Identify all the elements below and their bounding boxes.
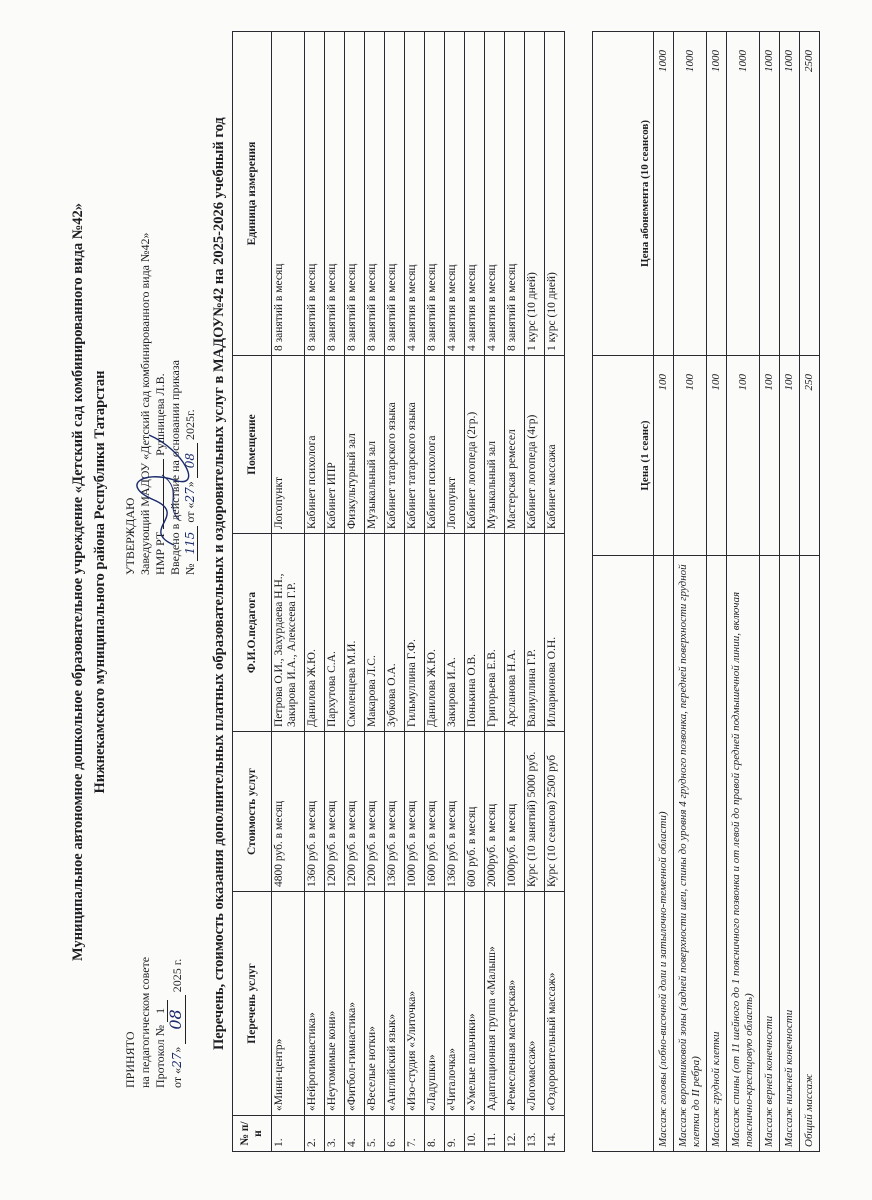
row-unit: 8 занятий в месяц bbox=[272, 32, 305, 356]
massage-subscription-price: 1000 bbox=[654, 32, 674, 356]
massage-single-price: 100 bbox=[654, 356, 674, 556]
massage-subscription-price: 2500 bbox=[800, 32, 820, 356]
row-cost: 1200 руб. в месяц bbox=[345, 732, 365, 892]
approved-title: УТВЕРЖДАЮ bbox=[123, 497, 137, 575]
row-unit: 8 занятий в месяц bbox=[305, 32, 325, 356]
row-cost: 1000 руб. в месяц bbox=[405, 732, 425, 892]
massage-name: Массаж грудной клетки bbox=[707, 556, 727, 1152]
date-prefix: от « bbox=[170, 1067, 184, 1088]
massage-name: Массаж спины (от 11 шейного до 1 поясничного позвонка и от левой до правой средней подмышечной линии, включая пояснично-крестцовую область) bbox=[727, 556, 760, 1152]
row-service: «Нейрогимнастика» bbox=[305, 892, 325, 1116]
massage-subscription-price: 1000 bbox=[674, 32, 707, 356]
row-teacher: Валиуллина Г.Р. bbox=[525, 534, 545, 732]
massage-subscription-price: 1000 bbox=[727, 32, 760, 356]
row-cost: 1360 руб. в месяц bbox=[305, 732, 325, 892]
massage-name: Массаж нижней конечности bbox=[780, 556, 800, 1152]
row-number: 7. bbox=[405, 1116, 425, 1152]
table-row bbox=[365, 32, 385, 1152]
row-cost: 1200 руб. в месяц bbox=[325, 732, 345, 892]
table-row bbox=[425, 32, 445, 1152]
row-teacher: Смоленцева М.И. bbox=[345, 534, 365, 732]
date-mid: » bbox=[170, 1046, 184, 1053]
row-unit: 8 занятий в месяц bbox=[345, 32, 365, 356]
table-row bbox=[405, 32, 425, 1152]
table-row bbox=[305, 32, 325, 1152]
date-suffix: 2025 г. bbox=[170, 958, 184, 993]
date-day: 27 bbox=[170, 1052, 184, 1068]
row-room: Кабинет ИПР bbox=[325, 356, 345, 534]
row-cost: 1360 руб. в месяц bbox=[445, 732, 465, 892]
col-teacher-header: Ф.И.О.педагога bbox=[233, 534, 272, 732]
row-unit: 4 занятия в месяц bbox=[465, 32, 485, 356]
col-single-price-header: Цена (1 сеанс) bbox=[593, 356, 654, 556]
row-number: 13. bbox=[525, 1116, 545, 1152]
row-unit: 8 занятий в месяц bbox=[385, 32, 405, 356]
row-room: Музыкальный зал bbox=[485, 356, 505, 534]
col-subscription-price-header: Цена абонемента (10 сеансов) bbox=[593, 32, 654, 356]
table-row bbox=[325, 32, 345, 1152]
row-unit: 8 занятий в месяц bbox=[325, 32, 345, 356]
approved-by: Заведующий МАДОУ «Детский сад комбинированного вида №42» bbox=[138, 232, 152, 575]
row-room: Логопункт bbox=[272, 356, 305, 534]
row-service: «Мини-центр» bbox=[272, 892, 305, 1116]
table-row bbox=[505, 32, 525, 1152]
order-number: 115 bbox=[183, 526, 198, 561]
massage-header-empty bbox=[593, 556, 654, 1152]
row-room: Мастерская ремесел bbox=[505, 356, 525, 534]
row-service: «Веселые нотки» bbox=[365, 892, 385, 1116]
date-month: 08 bbox=[166, 995, 186, 1043]
row-unit: 1 курс (10 дней) bbox=[545, 32, 565, 356]
row-service: «Читалочка» bbox=[445, 892, 465, 1116]
massage-price-table bbox=[592, 31, 820, 1152]
row-teacher: Григорьева Е.В. bbox=[485, 534, 505, 732]
table-row bbox=[485, 32, 505, 1152]
massage-single-price: 100 bbox=[707, 356, 727, 556]
row-unit: 8 занятий в месяц bbox=[505, 32, 525, 356]
order-mid: от « bbox=[183, 502, 197, 523]
massage-row bbox=[800, 32, 820, 1152]
massage-single-price: 250 bbox=[800, 356, 820, 556]
massage-subscription-price: 1000 bbox=[760, 32, 780, 356]
table-row bbox=[272, 32, 305, 1152]
massage-row bbox=[707, 32, 727, 1152]
row-cost: 1200 руб. в месяц bbox=[365, 732, 385, 892]
row-room: Кабинет массажа bbox=[545, 356, 565, 534]
organization-district: Нижнекамского муниципального района Республики Татарстан bbox=[92, 370, 108, 794]
row-room: Кабинет психолога bbox=[305, 356, 325, 534]
accepted-title: ПРИНЯТО bbox=[123, 1031, 137, 1088]
massage-name: Массаж головы (лобно-височной доли и затылочно-теменной области) bbox=[654, 556, 674, 1152]
row-service: «Оздоровительный массаж» bbox=[545, 892, 565, 1116]
table-row bbox=[445, 32, 465, 1152]
row-teacher: Илларионова О.Н. bbox=[545, 534, 565, 732]
order-mid2: » bbox=[183, 481, 197, 488]
row-cost: 600 руб. в месяц bbox=[465, 732, 485, 892]
row-service: «Умелые пальчики» bbox=[465, 892, 485, 1116]
massage-single-price: 100 bbox=[780, 356, 800, 556]
row-room: Логопункт bbox=[445, 356, 465, 534]
row-number: 3. bbox=[325, 1116, 345, 1152]
massage-row bbox=[780, 32, 800, 1152]
row-room: Кабинет психолога bbox=[425, 356, 445, 534]
row-teacher: Петрова О.И., Захурдаева Н.Н., Закирова И.А., Алексеева Г.Р. bbox=[272, 534, 305, 732]
order-month: 08 bbox=[183, 443, 198, 478]
massage-header-row bbox=[593, 32, 654, 1152]
row-unit: 1 курс (10 дней) bbox=[525, 32, 545, 356]
col-unit-header: Единица измерения bbox=[233, 32, 272, 356]
col-room-header: Помещение bbox=[233, 356, 272, 534]
massage-single-price: 100 bbox=[727, 356, 760, 556]
row-cost: 2000руб. в месяц bbox=[485, 732, 505, 892]
protocol-date bbox=[168, 957, 185, 1088]
massage-single-price: 100 bbox=[674, 356, 707, 556]
row-cost: 1600 руб. в месяц bbox=[425, 732, 445, 892]
approver-name: Рушницева Л.В. bbox=[153, 373, 167, 456]
accepted-block bbox=[123, 957, 185, 1088]
table-row bbox=[525, 32, 545, 1152]
row-number: 9. bbox=[445, 1116, 465, 1152]
row-number: 12. bbox=[505, 1116, 525, 1152]
massage-name: Массаж верней конечности bbox=[760, 556, 780, 1152]
row-room: Кабинет логопеда (2гр.) bbox=[465, 356, 485, 534]
row-room: Музыкальный зал bbox=[365, 356, 385, 534]
row-teacher: Данилова Ж.Ю. bbox=[305, 534, 325, 732]
row-cost: 4800 руб. в месяц bbox=[272, 732, 305, 892]
row-service: «Изо-студия «Улиточка» bbox=[405, 892, 425, 1116]
row-cost: 1360 руб. в месяц bbox=[385, 732, 405, 892]
row-room: Кабинет логопеда (4гр) bbox=[525, 356, 545, 534]
order-basis: Введено в действие на основании приказа bbox=[168, 360, 182, 575]
row-number: 14. bbox=[545, 1116, 565, 1152]
row-teacher: Зубкова О.А. bbox=[385, 534, 405, 732]
massage-subscription-price: 1000 bbox=[707, 32, 727, 356]
signature-scribble bbox=[134, 430, 194, 550]
row-cost: Курс (10 занятий) 5000 руб. bbox=[525, 732, 545, 892]
row-number: 8. bbox=[425, 1116, 445, 1152]
row-service: «Логомассаж» bbox=[525, 892, 545, 1116]
massage-row bbox=[674, 32, 707, 1152]
table-row bbox=[385, 32, 405, 1152]
row-service: «Ремесленная мастерская» bbox=[505, 892, 525, 1116]
row-teacher: Пархутова С.А. bbox=[325, 534, 345, 732]
row-teacher: Гильмуллина Г.Ф. bbox=[405, 534, 425, 732]
order-suffix: 2025г. bbox=[183, 409, 197, 440]
row-service: «Английский язык» bbox=[385, 892, 405, 1116]
massage-row bbox=[727, 32, 760, 1152]
protocol-prefix: Протокол № bbox=[153, 1021, 167, 1088]
row-number: 10. bbox=[465, 1116, 485, 1152]
row-service: Адаптационная группа «Малыш» bbox=[485, 892, 505, 1116]
row-teacher: Понькина О.В. bbox=[465, 534, 485, 732]
row-number: 4. bbox=[345, 1116, 365, 1152]
row-number: 6. bbox=[385, 1116, 405, 1152]
organization-name: Муниципальное автономное дошкольное образовательное учреждение «Детский сад комбинированного вида №42» bbox=[70, 202, 86, 962]
row-room: Кабинет татарского языка bbox=[405, 356, 425, 534]
row-cost: 1000руб. в месяц bbox=[505, 732, 525, 892]
row-unit: 8 занятий в месяц bbox=[425, 32, 445, 356]
row-cost: Курс (10 сеансов) 2500 руб bbox=[545, 732, 565, 892]
row-unit: 8 занятий в месяц bbox=[365, 32, 385, 356]
row-number: 2. bbox=[305, 1116, 325, 1152]
row-teacher: Данилова Ж.Ю. bbox=[425, 534, 445, 732]
row-service: «Фитбол-гимнастика» bbox=[345, 892, 365, 1116]
massage-name: Массаж воротниковой зоны (задней поверхности шеи, спины до уровня 4 грудного позвонка, передней поверхности грудной клетки до II ребра) bbox=[674, 556, 707, 1152]
row-unit: 4 занятия в месяц bbox=[485, 32, 505, 356]
row-number: 11. bbox=[485, 1116, 505, 1152]
row-room: Кабинет татарского языка bbox=[385, 356, 405, 534]
col-cost-header: Стоимость услуг bbox=[233, 732, 272, 892]
table-row bbox=[465, 32, 485, 1152]
row-teacher: Макарова Л.С. bbox=[365, 534, 385, 732]
order-day: 27 bbox=[183, 487, 197, 503]
row-unit: 4 занятия в месяц bbox=[405, 32, 425, 356]
approved-region-text: НМР РТ bbox=[153, 531, 167, 575]
row-teacher: Арсланова Н.А. bbox=[505, 534, 525, 732]
row-service: «Неутомимые кони» bbox=[325, 892, 345, 1116]
table-row bbox=[545, 32, 565, 1152]
row-number: 1. bbox=[272, 1116, 305, 1152]
massage-name: Общий массаж bbox=[800, 556, 820, 1152]
row-unit: 4 занятия в месяц bbox=[445, 32, 465, 356]
col-service-header: Перечень услуг bbox=[233, 892, 272, 1116]
massage-row bbox=[654, 32, 674, 1152]
services-table bbox=[232, 31, 565, 1152]
row-teacher: Закирова И.А. bbox=[445, 534, 465, 732]
protocol-number: 1 bbox=[153, 1000, 168, 1022]
row-service: «Ладушки» bbox=[425, 892, 445, 1116]
massage-subscription-price: 1000 bbox=[780, 32, 800, 356]
row-number: 5. bbox=[365, 1116, 385, 1152]
table-header-row bbox=[233, 32, 272, 1152]
order-prefix: № bbox=[183, 563, 197, 575]
massage-row bbox=[760, 32, 780, 1152]
table-row bbox=[345, 32, 365, 1152]
row-room: Физкультурный зал bbox=[345, 356, 365, 534]
massage-single-price: 100 bbox=[760, 356, 780, 556]
col-number-header: № п/н bbox=[233, 1116, 272, 1152]
document-title: Перечень, стоимость оказания дополнительных платных образовательных и оздоровительных услуг в МАДОУ№42 на 2025-2026 учебный год bbox=[211, 117, 227, 1050]
accepted-by: на педагогическом совете bbox=[138, 956, 152, 1088]
